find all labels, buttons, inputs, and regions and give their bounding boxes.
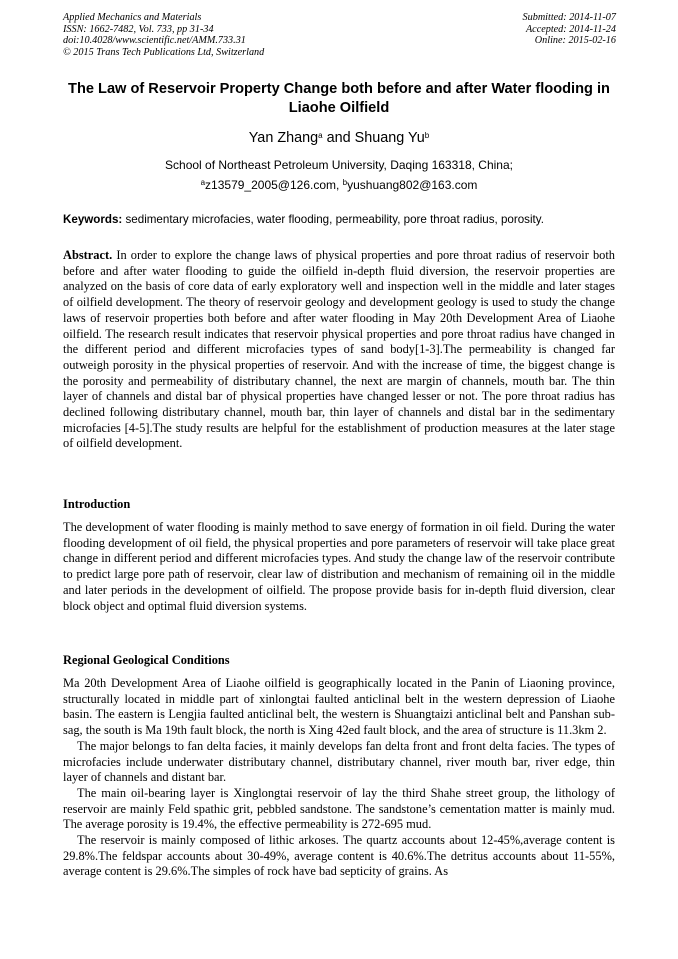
author-line: [63, 130, 615, 146]
doi-line: doi:10.4028/www.scientific.net/AMM.733.31: [63, 35, 246, 46]
regional-section: [63, 676, 615, 880]
affiliation: School of Northeast Petroleum University, Daqing 163318, China;: [165, 158, 513, 172]
email-a-mark: a: [200, 178, 206, 187]
email-a: z13579_2005@126.com,: [205, 178, 343, 192]
introduction-heading: Introduction: [63, 497, 131, 511]
keywords-text: sedimentary microfacies, water flooding, permeability, pore throat radius, porosity.: [122, 213, 544, 226]
keywords: [63, 213, 615, 226]
regional-paragraph: The reservoir is mainly composed of lithic arkoses. The quartz accounts about 12-45%,average content is 29.8%.The feldspar accounts about 30-49%, average content is 40.6%.The detritus accounts about 11-55%, average content is 29.6%.The simples of rock have bad septicity of grains. As: [63, 833, 615, 879]
introduction-paragraph: The development of water flooding is mainly method to save energy of formation in oil field. During the water flooding development of oil field, the physical properties and pore parameters of reservoir will take place great change in different period and different microfacies types. And study the change law of the reservoir contribute to predict large pore path of reservoir, clear law of distribution and mechanism of remaining oil in the middle and later periods in the development of oilfield. The propose provide basis for in-depth fluid diversion, clear block object and optimal fluid diversion systems.: [63, 520, 615, 613]
regional-paragraph: The major belongs to fan delta facies, it mainly develops fan delta front and front delta facies. The types of microfacies include underwater distributary channel, distributary channel, river mouth bar, river edge, thin layer of channels and distant bar.: [63, 738, 615, 785]
copyright-line: © 2015 Trans Tech Publications Ltd, Switzerland: [63, 46, 265, 58]
journal-header-right: [523, 12, 616, 47]
email-b: yushuang802@163.com: [347, 178, 478, 192]
abstract-label: Abstract.: [63, 248, 113, 262]
author-conjunction: and: [322, 130, 355, 146]
submitted-date: Submitted: 2014-11-07: [522, 12, 616, 23]
regional-paragraph: The main oil-bearing layer is Xinglongtai reservoir of lay the third Shahe street group, the lithology of reservoir are mainly Feld spathic grit, pebbled sandstone. The sandstone’s cementation matter is mainly mud. The average porosity is 19.4%, the effective permeability is 272-695 mud.: [63, 785, 615, 832]
issn-line: ISSN: 1662-7482, Vol. 733, pp 31-34: [63, 23, 214, 35]
regional-paragraph: Ma 20th Development Area of Liaohe oilfield is geographically located in the Panin of Liaoning province, structurally located in middle part of xinlongtai faulted anticlinal belt in the western depression of Liaohe basin. The eastern is Lengjia faulted anticlinal belt, the western is Shuangtaizi anticlinal belt and Panshan sub-sag, the south is Ma 19th fault block, the north is Xing 42ed fault block, and the area of structure is 11.3km 2.: [63, 676, 615, 738]
email-line: [63, 178, 615, 192]
abstract: [63, 248, 615, 452]
journal-header-left: [63, 12, 264, 58]
author-2: Shuang Yu: [354, 130, 425, 146]
journal-name: Applied Mechanics and Materials: [63, 12, 202, 23]
keywords-label: Keywords:: [63, 213, 123, 226]
online-date: Online: 2015-02-16: [534, 35, 616, 46]
author-1-affil-mark: a: [318, 131, 323, 140]
paper-title: The Law of Reservoir Property Change both before and after Water flooding in Liaohe Oilfield: [68, 81, 610, 116]
abstract-text: In order to explore the change laws of physical properties and pore throat radius of reservoir both before and after water flooding to guide the oilfield in-depth fluid diversion, the reservoir properties are analyzed on the basis of core data of early exploratory well and inspection well in the middle and later stages of oilfield development. The theory of reservoir geology and development geology is used to study the change laws of reservoir properties both before and after water flooding in May 20th Development Area of Liaohe oilfield. The research result indicates that reservoir physical properties and pore throat radius have changed in the different period and different microfacies types of sand body[1-3].The permeability is changed far outweigh porosity in the physical properties of reservoir. And with the increase of time, the biggest change is the porosity and permeability of distributary channel, the next are margin of channels, mouth bar. The thin layer of channels and distal bar of physical properties have changed lesser or not. The pore throat radius has declined following distributary channel, mouth bar, thin layer of channels and distal bar in the sedimentary microfacies [4-5].The study results are helpful for the establishment of production measures at the later stage of oilfield development.: [63, 248, 615, 451]
regional-heading: Regional Geological Conditions: [63, 653, 230, 667]
author-2-affil-mark: b: [424, 131, 430, 140]
email-b-mark: b: [342, 178, 348, 187]
accepted-date: Accepted: 2014-11-24: [525, 23, 616, 35]
author-1: Yan Zhang: [248, 130, 319, 146]
